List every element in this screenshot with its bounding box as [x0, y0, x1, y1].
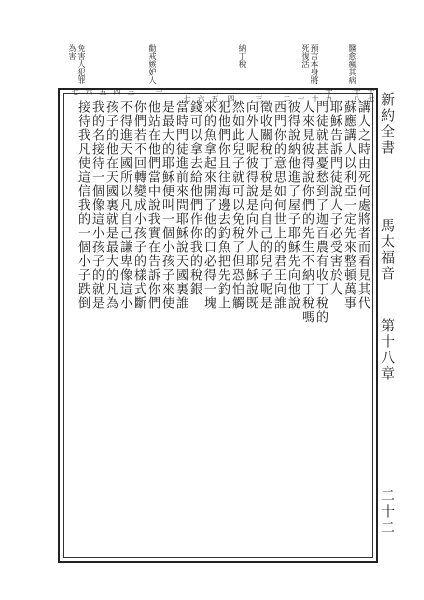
- text-column: 不得進天國所以凡自己謙卑像這小: [117, 100, 132, 310]
- chapter-label: 第十八章: [379, 318, 395, 382]
- text-column: 徵收關稅丁稅是向自己的兒子呢是: [257, 100, 272, 310]
- margin-note: 勸戒嫉妒人: [148, 44, 157, 84]
- text-column: 耶穌告訴門徒說人子必受害於人: [327, 100, 342, 296]
- text-column: 講人之時由死何處將者而看見其代: [355, 100, 370, 310]
- top-margin-notes: [58, 44, 378, 88]
- text-column: 西門你的意思如何世上的君王向誰: [271, 100, 286, 310]
- text-column: 我的名接待一個像這小孩子的就是: [89, 100, 104, 310]
- verse-number: 十八: [353, 88, 361, 102]
- verse-number: 六: [85, 88, 93, 95]
- margin-note: 免害人犯罪為害: [68, 44, 86, 84]
- verse-number: 三: [127, 88, 135, 95]
- verse-number: 七: [71, 88, 79, 95]
- text-column: 你們若不回轉變成小孩子的樣式斷: [131, 100, 146, 310]
- text-column: 犯他們你且往海邊去釣魚把先釣上: [215, 100, 230, 310]
- book-title: 新約全書: [379, 92, 395, 156]
- text-column: 是最大的耶穌便叫一個小孩子來使: [159, 100, 174, 310]
- scripture-text: [64, 100, 370, 562]
- gospel-name: 馬太福音: [379, 218, 395, 282]
- margin-note: 納丁稅: [238, 44, 247, 68]
- text-column: 當時門徒進前來問耶穌說天國裏誰: [173, 100, 188, 310]
- text-column: 來的魚拿起來開了他的口必得一塊: [201, 100, 216, 310]
- verse-number: 二十: [311, 88, 319, 102]
- verse-number: 四: [113, 88, 121, 95]
- verse-number: 二一: [297, 88, 305, 102]
- verse-number: 二: [141, 88, 149, 95]
- verse-number: 二六: [197, 88, 205, 102]
- verse-number: 二五: [211, 88, 219, 102]
- text-column: 然如此兒子就可以免稅了但恐怕觸: [229, 100, 244, 310]
- verse-number: 二七: [183, 88, 191, 102]
- running-header: [378, 88, 412, 563]
- verse-number: 二二: [283, 88, 291, 102]
- text-column: 他站在他們當中說我實在告訴你們: [145, 100, 160, 310]
- page-number: 二十二: [379, 488, 395, 536]
- text-column: 人來見彼得說你們的先生不納丁稅嗎: [299, 100, 314, 324]
- margin-note: 預言本身將死復活: [301, 44, 319, 84]
- verse-number: 二三: [255, 88, 263, 102]
- verse-number: 一: [155, 88, 163, 95]
- text-column: 門徒就甚憂愁到了迦百農有收丁稅的: [313, 100, 328, 324]
- text-column: 錢可以拿去給他們作你我的稅銀: [187, 100, 202, 296]
- margin-note: 醫愈瘋其病: [348, 44, 357, 84]
- text-column: 向外人呢彼得說是向外人耶穌說既: [243, 100, 258, 310]
- verse-number: 二四: [227, 88, 235, 102]
- text-column: 彼得說納他進了屋子耶穌先向他說: [285, 100, 300, 310]
- text-column: 孩子的他在天國裏就是最大的凡為: [103, 100, 118, 310]
- text-column: 蘇應講人以利亞一定先來整頓萬事: [341, 100, 356, 310]
- verse-number: 五: [99, 88, 107, 95]
- text-column: 接待我凡使這信我的一個小子跌倒: [75, 100, 90, 310]
- verse-number: 十七: [367, 88, 375, 102]
- verse-number: 十九: [325, 88, 333, 102]
